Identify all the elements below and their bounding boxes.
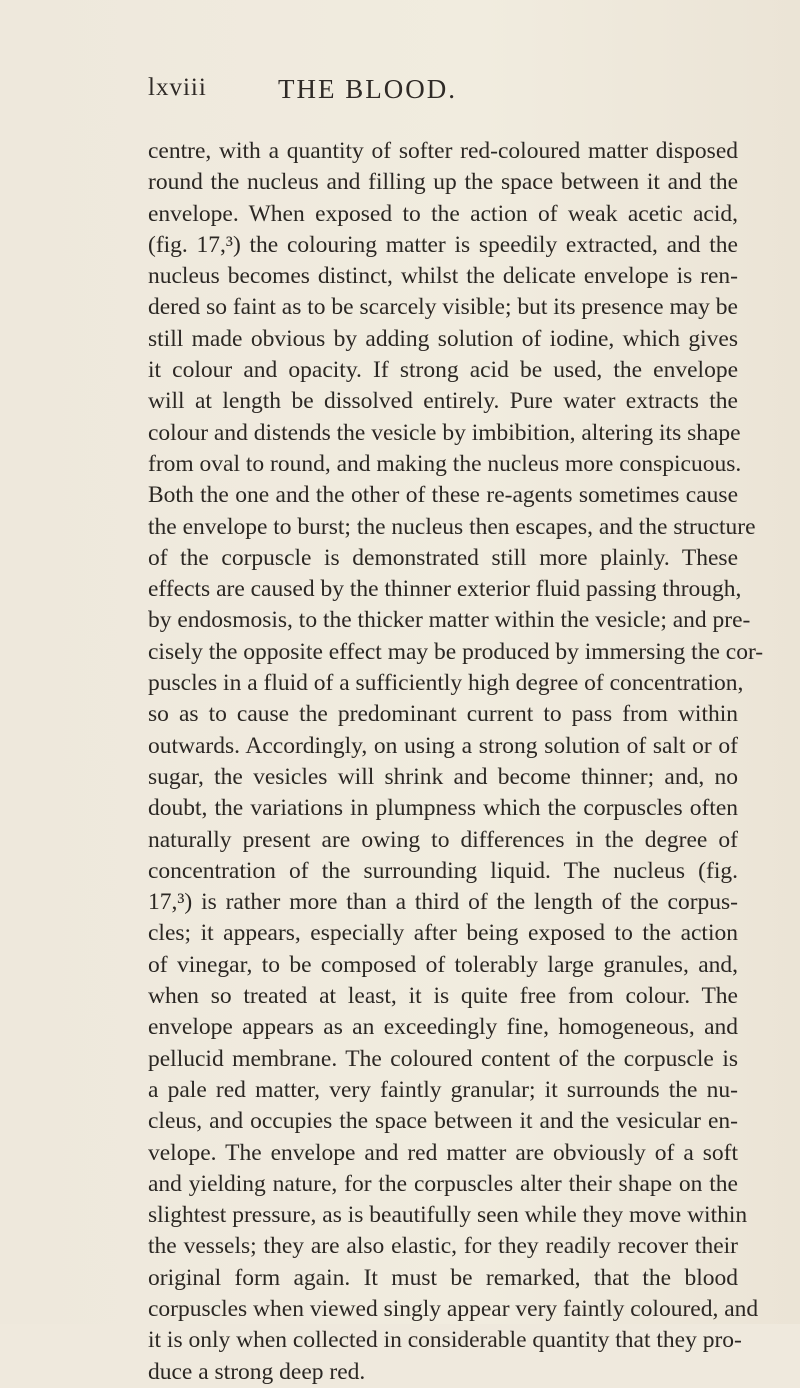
text-line: it colour and opacity. If strong acid be used, the envelope bbox=[148, 357, 738, 384]
text-line: cisely the opposite effect may be produced by immersing the cor- bbox=[148, 638, 764, 665]
text-line: it is only when collected in considerable quantity that they pro- bbox=[148, 1327, 742, 1354]
text-line: so as to cause the predominant current to pass from within bbox=[148, 701, 738, 728]
text-line: from oval to round, and making the nucleus more conspicuous. bbox=[148, 450, 742, 477]
text-line: concentration of the surrounding liquid. The nucleus (fig. bbox=[148, 857, 738, 884]
text-line: duce a strong deep red. bbox=[148, 1358, 366, 1385]
text-line: round the nucleus and filling up the space between it and the bbox=[148, 169, 738, 196]
text-line: effects are caused by the thinner exterior fluid passing through, bbox=[148, 576, 742, 603]
text-line: of the corpuscle is demonstrated still more plainly. These bbox=[148, 544, 738, 571]
text-line: nucleus becomes distinct, whilst the delicate envelope is ren- bbox=[148, 263, 738, 290]
text-line: and yielding nature, for the corpuscles alter their shape on the bbox=[148, 1170, 738, 1197]
text-line: cleus, and occupies the space between it and the vesicular en- bbox=[148, 1108, 738, 1135]
text-line: still made obvious by adding solution of iodine, which gives bbox=[148, 325, 738, 352]
text-line: centre, with a quantity of softer red-coloured matter disposed bbox=[148, 138, 738, 164]
text-line: by endosmosis, to the thicker matter within the vesicle; and pre- bbox=[148, 607, 751, 634]
text-line: a pale red matter, very faintly granular; it surrounds the nu- bbox=[148, 1076, 738, 1103]
text-line: original form again. It must be remarked, that the blood bbox=[148, 1264, 738, 1291]
text-line: when so treated at least, it is quite free from colour. The bbox=[148, 983, 738, 1010]
text-line: the vessels; they are also elastic, for they readily recover their bbox=[148, 1233, 738, 1260]
text-line: Both the one and the other of these re-agents sometimes cause bbox=[148, 482, 738, 509]
text-line: cles; it appears, especially after being exposed to the action bbox=[148, 920, 738, 947]
text-line: envelope. When exposed to the action of weak acetic acid, bbox=[148, 200, 738, 227]
text-line: naturally present are owing to differences in the degree of bbox=[148, 826, 738, 853]
text-line: velope. The envelope and red matter are obviously of a soft bbox=[148, 1139, 738, 1166]
text-line: colour and distends the vesicle by imbibition, altering its shape bbox=[148, 419, 741, 446]
text-line: (fig. 17,³) the colouring matter is speedily extracted, and the bbox=[148, 231, 738, 258]
text-line: slightest pressure, as is beautifully seen while they move within bbox=[148, 1202, 748, 1229]
text-line: outwards. Accordingly, on using a strong solution of salt or of bbox=[148, 732, 738, 759]
page-header bbox=[148, 74, 738, 114]
text-line: envelope appears as an exceedingly fine, homogeneous, and bbox=[148, 1014, 738, 1041]
text-line: sugar, the vesicles will shrink and become thinner; and, no bbox=[148, 763, 738, 790]
page-number: lxviii bbox=[148, 74, 207, 101]
text-line: of vinegar, to be composed of tolerably large granules, and, bbox=[148, 951, 738, 978]
text-line: puscles in a fluid of a sufficiently high degree of concentration, bbox=[148, 670, 744, 697]
running-head: THE BLOOD. bbox=[278, 74, 457, 104]
body-text bbox=[148, 136, 764, 1388]
text-line: doubt, the variations in plumpness which the corpuscles often bbox=[148, 795, 738, 822]
text-line: 17,³) is rather more than a third of the length of the corpus- bbox=[148, 889, 738, 916]
text-line: the envelope to burst; the nucleus then escapes, and the structure bbox=[148, 513, 756, 540]
text-line: will at length be dissolved entirely. Pure water extracts the bbox=[148, 388, 738, 415]
text-line: corpuscles when viewed singly appear very faintly coloured, and bbox=[148, 1295, 759, 1322]
text-line: dered so faint as to be scarcely visible; but its presence may be bbox=[148, 294, 738, 321]
text-line: pellucid membrane. The coloured content of the corpuscle is bbox=[148, 1045, 738, 1072]
